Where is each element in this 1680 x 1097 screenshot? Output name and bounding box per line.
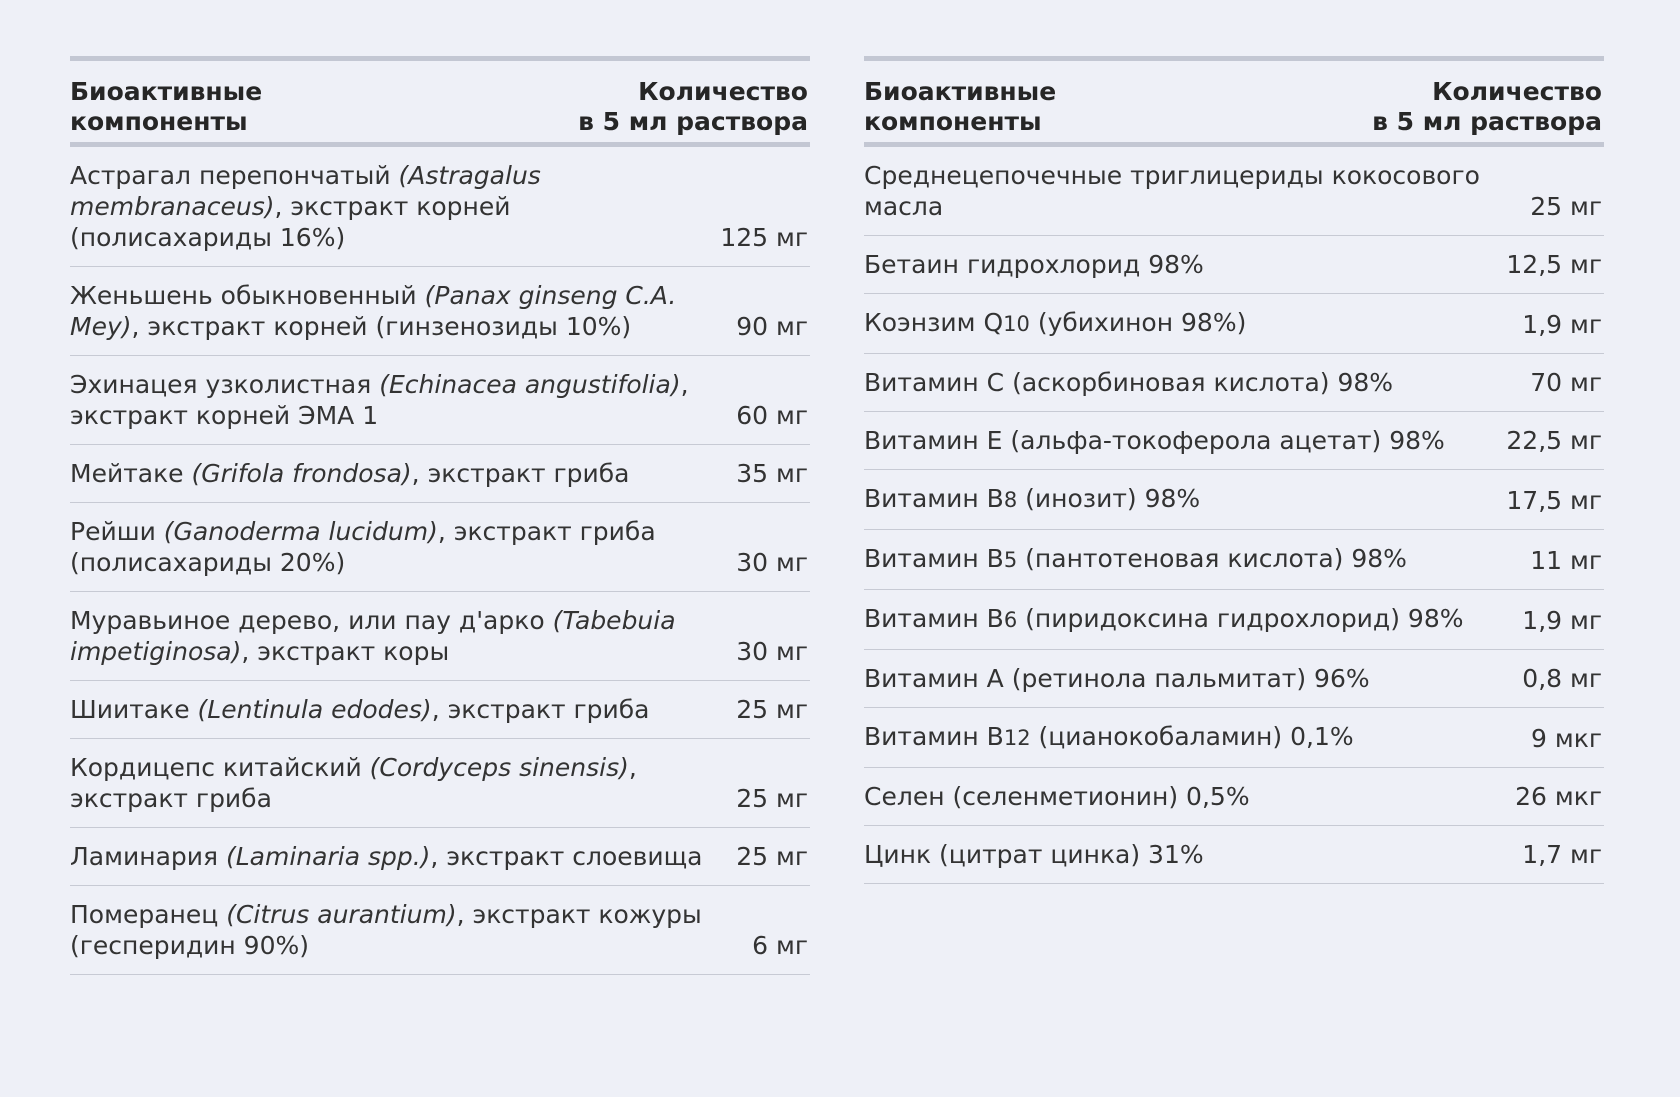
table-header: [70, 61, 810, 147]
table-row: [864, 826, 1604, 884]
component-name: Витамин В5 (пантотеновая кислота) 98%: [864, 544, 1407, 573]
component-name: Коэнзим Q10 (убихинон 98%): [864, 308, 1247, 337]
component-name: Среднецепочечные триглицериды кокосового масла: [864, 161, 1480, 221]
component-amount: 25 мг: [736, 784, 808, 813]
table-row: [70, 886, 810, 975]
component-amount: 26 мкг: [1515, 782, 1602, 811]
component-amount: 25 мг: [736, 695, 808, 724]
component-amount: 30 мг: [736, 548, 808, 577]
component-name: Кордицепс китайский (Cordyceps sinensis), экстракт гриба: [70, 753, 637, 813]
table-row: [70, 739, 810, 828]
table-row: [864, 147, 1604, 236]
table-row: [864, 590, 1604, 650]
right-rows: [864, 147, 1604, 884]
component-name: Женьшень обыкновенный (Panax ginseng C.A. Mey), экстракт корней (гинзенозиды 10%): [70, 281, 677, 341]
table-row: [70, 147, 810, 267]
component-amount: 6 мг: [752, 931, 808, 960]
component-name: Витамин А (ретинола пальмитат) 96%: [864, 664, 1370, 693]
component-amount: 125 мг: [720, 223, 808, 252]
table-row: [864, 708, 1604, 768]
table-row: [864, 354, 1604, 412]
component-name: Селен (селенметионин) 0,5%: [864, 782, 1250, 811]
table-row: [70, 681, 810, 739]
table-row: [864, 768, 1604, 826]
table-row: [864, 412, 1604, 470]
header-components: Биоактивные компоненты: [864, 77, 1057, 136]
component-amount: 1,9 мг: [1522, 310, 1602, 339]
component-name: Цинк (цитрат цинка) 31%: [864, 840, 1204, 869]
table-row: [70, 356, 810, 445]
table-row: [864, 294, 1604, 354]
component-name: Мейтаке (Grifola frondosa), экстракт гриба: [70, 459, 630, 488]
component-amount: 22,5 мг: [1506, 426, 1602, 455]
table-row: [70, 592, 810, 681]
component-amount: 11 мг: [1530, 546, 1602, 575]
right-table: [864, 56, 1604, 884]
header-components: Биоактивные компоненты: [70, 77, 263, 136]
component-amount: 12,5 мг: [1506, 250, 1602, 279]
component-name: Бетаин гидрохлорид 98%: [864, 250, 1204, 279]
component-amount: 70 мг: [1530, 368, 1602, 397]
component-amount: 60 мг: [736, 401, 808, 430]
component-amount: 1,9 мг: [1522, 606, 1602, 635]
component-amount: 25 мг: [1530, 192, 1602, 221]
component-name: Витамин В12 (цианокобаламин) 0,1%: [864, 722, 1354, 751]
component-amount: 25 мг: [736, 842, 808, 871]
component-name: Эхинацея узколистная (Echinacea angustifolia), экстракт корней ЭМА 1: [70, 370, 689, 430]
header-amount: Количество в 5 мл раствора: [1372, 77, 1602, 136]
table-row: [864, 650, 1604, 708]
component-name: Муравьиное дерево, или пау д'арко (Tabebuia impetiginosa), экстракт коры: [70, 606, 676, 666]
table-row: [70, 267, 810, 356]
left-table: [70, 56, 810, 975]
component-name: Померанец (Citrus aurantium), экстракт кожуры (гесперидин 90%): [70, 900, 702, 960]
component-amount: 1,7 мг: [1522, 840, 1602, 869]
table-row: [864, 530, 1604, 590]
component-amount: 0,8 мг: [1522, 664, 1602, 693]
component-name: Шиитаке (Lentinula edodes), экстракт гриба: [70, 695, 650, 724]
component-name: Витамин Е (альфа-токоферола ацетат) 98%: [864, 426, 1445, 455]
component-amount: 35 мг: [736, 459, 808, 488]
component-amount: 30 мг: [736, 637, 808, 666]
table-row: [70, 445, 810, 503]
table-row: [864, 470, 1604, 530]
component-amount: 17,5 мг: [1506, 486, 1602, 515]
component-amount: 90 мг: [736, 312, 808, 341]
left-rows: [70, 147, 810, 975]
component-name: Рейши (Ganoderma lucidum), экстракт гриба (полисахариды 20%): [70, 517, 656, 577]
component-name: Астрагал перепончатый (Astragalus membranaceus), экстракт корней (полисахариды 16%): [70, 161, 541, 252]
header-amount: Количество в 5 мл раствора: [578, 77, 808, 136]
component-amount: 9 мкг: [1531, 724, 1602, 753]
table-header: [864, 61, 1604, 147]
table-row: [70, 503, 810, 592]
component-name: Витамин В8 (инозит) 98%: [864, 484, 1201, 513]
table-row: [70, 828, 810, 886]
component-name: Витамин В6 (пиридоксина гидрохлорид) 98%: [864, 604, 1464, 633]
table-row: [864, 236, 1604, 294]
component-name: Витамин С (аскорбиновая кислота) 98%: [864, 368, 1394, 397]
component-name: Ламинария (Laminaria spp.), экстракт слоевища: [70, 842, 703, 871]
